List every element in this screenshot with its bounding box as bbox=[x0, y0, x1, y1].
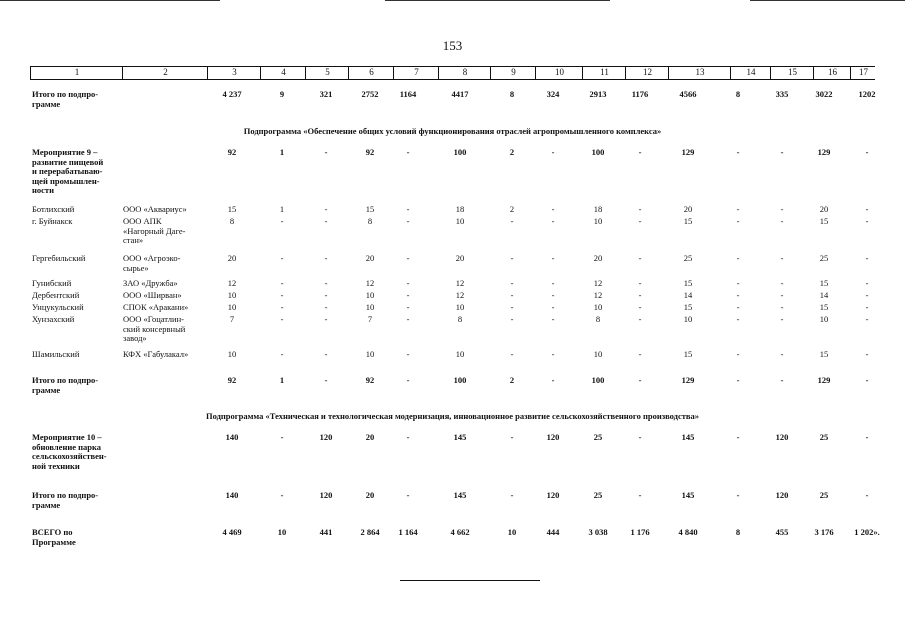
row-value-col-9: 2 bbox=[509, 204, 515, 214]
row-label: Мероприятие 9 – развитие пищевой и перерабатываю- щей промышлен- ности bbox=[32, 147, 104, 195]
row-value-col-14: - bbox=[736, 375, 740, 385]
row-value-col-16: 25 bbox=[819, 432, 829, 442]
row-organization: СПОК «Аракани» bbox=[123, 302, 189, 312]
row-value-col-10: 444 bbox=[546, 527, 560, 537]
row-value-col-9: - bbox=[510, 216, 514, 226]
header-col-16: 16 bbox=[813, 66, 851, 79]
row-value-col-9: 10 bbox=[507, 527, 517, 537]
row-value-col-10: 324 bbox=[546, 89, 560, 99]
header-col-8: 8 bbox=[438, 66, 491, 79]
row-value-col-6: 15 bbox=[365, 204, 375, 214]
row-value-col-15: - bbox=[780, 349, 784, 359]
row-value-col-13: 15 bbox=[683, 349, 693, 359]
row-value-col-4: - bbox=[280, 302, 284, 312]
row-value-col-17: - bbox=[865, 204, 869, 214]
row-value-col-10: - bbox=[551, 349, 555, 359]
row-value-col-5: 120 bbox=[319, 490, 333, 500]
row-value-col-15: 120 bbox=[775, 432, 789, 442]
row-value-col-17: - bbox=[865, 302, 869, 312]
top-rule-left bbox=[0, 0, 220, 1]
row-value-col-15: - bbox=[780, 147, 784, 157]
row-value-col-14: - bbox=[736, 147, 740, 157]
header-bottom-rule bbox=[30, 79, 875, 80]
row-value-col-9: - bbox=[510, 278, 514, 288]
row-value-col-10: 120 bbox=[546, 490, 560, 500]
row-value-col-8: 12 bbox=[455, 278, 465, 288]
row-value-col-11: 25 bbox=[593, 432, 603, 442]
row-value-col-6: 10 bbox=[365, 349, 375, 359]
row-value-col-17: - bbox=[865, 375, 869, 385]
row-value-col-4: - bbox=[280, 290, 284, 300]
row-value-col-7: - bbox=[406, 314, 410, 324]
row-value-col-14: - bbox=[736, 314, 740, 324]
row-value-col-10: 120 bbox=[546, 432, 560, 442]
row-label: ВСЕГО по Программе bbox=[32, 527, 76, 547]
row-value-col-11: 18 bbox=[593, 204, 603, 214]
row-value-col-11: 8 bbox=[595, 314, 601, 324]
row-value-col-13: 4 840 bbox=[678, 527, 698, 537]
row-value-col-9: - bbox=[510, 432, 514, 442]
row-value-col-4: - bbox=[280, 490, 284, 500]
row-organization: КФХ «Габулакал» bbox=[123, 349, 189, 359]
row-value-col-12: - bbox=[638, 147, 642, 157]
row-value-col-7: - bbox=[406, 290, 410, 300]
row-value-col-6: 10 bbox=[365, 290, 375, 300]
row-value-col-8: 145 bbox=[453, 490, 467, 500]
row-value-col-14: - bbox=[736, 290, 740, 300]
row-value-col-8: 100 bbox=[453, 147, 467, 157]
top-rule-mid bbox=[385, 0, 610, 1]
row-organization: ООО АПК «Нагорный Даге- стан» bbox=[123, 216, 186, 245]
row-value-col-7: - bbox=[406, 204, 410, 214]
row-value-col-5: - bbox=[324, 216, 328, 226]
row-value-col-6: 8 bbox=[367, 216, 373, 226]
row-value-col-7: - bbox=[406, 349, 410, 359]
header-col-10: 10 bbox=[535, 66, 583, 79]
row-value-col-9: - bbox=[510, 349, 514, 359]
row-value-col-14: - bbox=[736, 216, 740, 226]
page-number: 153 bbox=[442, 38, 463, 53]
row-value-col-9: 8 bbox=[509, 89, 515, 99]
row-value-col-9: 2 bbox=[509, 147, 515, 157]
row-value-col-16: 129 bbox=[817, 147, 831, 157]
row-value-col-10: - bbox=[551, 204, 555, 214]
row-value-col-6: 2 864 bbox=[360, 527, 380, 537]
row-value-col-16: 25 bbox=[819, 253, 829, 263]
row-value-col-6: 20 bbox=[365, 253, 375, 263]
row-value-col-4: 1 bbox=[279, 375, 285, 385]
row-value-col-5: 441 bbox=[319, 527, 333, 537]
row-value-col-17: - bbox=[865, 216, 869, 226]
row-value-col-11: 10 bbox=[593, 349, 603, 359]
row-value-col-14: 8 bbox=[735, 89, 741, 99]
row-value-col-13: 4566 bbox=[679, 89, 697, 99]
row-value-col-17: - bbox=[865, 349, 869, 359]
row-value-col-7: - bbox=[406, 490, 410, 500]
row-label: Мероприятие 10 – обновление парка сельскохозяйствен- ной техники bbox=[32, 432, 107, 471]
row-value-col-3: 92 bbox=[227, 147, 237, 157]
row-value-col-13: 25 bbox=[683, 253, 693, 263]
row-value-col-5: - bbox=[324, 147, 328, 157]
row-value-col-3: 140 bbox=[225, 432, 239, 442]
row-value-col-17: - bbox=[865, 253, 869, 263]
row-value-col-15: - bbox=[780, 204, 784, 214]
row-value-col-12: - bbox=[638, 290, 642, 300]
row-value-col-16: 15 bbox=[819, 216, 829, 226]
row-label: Дербентский bbox=[32, 290, 80, 300]
row-organization: ООО «Ширван» bbox=[123, 290, 182, 300]
row-value-col-8: 4 662 bbox=[450, 527, 470, 537]
row-value-col-5: 321 bbox=[319, 89, 333, 99]
row-value-col-8: 12 bbox=[455, 290, 465, 300]
row-value-col-9: - bbox=[510, 253, 514, 263]
row-value-col-7: - bbox=[406, 302, 410, 312]
row-value-col-15: 120 bbox=[775, 490, 789, 500]
row-value-col-13: 145 bbox=[681, 432, 695, 442]
row-value-col-10: - bbox=[551, 290, 555, 300]
row-value-col-12: - bbox=[638, 278, 642, 288]
row-value-col-12: - bbox=[638, 432, 642, 442]
row-value-col-12: 1 176 bbox=[630, 527, 650, 537]
row-value-col-11: 10 bbox=[593, 216, 603, 226]
row-label: Итого по подпро- грамме bbox=[32, 89, 99, 109]
row-value-col-6: 7 bbox=[367, 314, 373, 324]
row-value-col-11: 100 bbox=[591, 375, 605, 385]
section-title-tech-modernization: Подпрограмма «Техническая и технологическая модернизация, инновационное развитие сельскохозяйственного производства» bbox=[205, 411, 700, 421]
row-value-col-6: 20 bbox=[365, 432, 375, 442]
row-value-col-7: - bbox=[406, 147, 410, 157]
row-value-col-17: - bbox=[865, 147, 869, 157]
row-value-col-10: - bbox=[551, 278, 555, 288]
row-value-col-15: - bbox=[780, 302, 784, 312]
row-value-col-3: 10 bbox=[227, 349, 237, 359]
row-value-col-4: 9 bbox=[279, 89, 285, 99]
row-value-col-8: 10 bbox=[455, 349, 465, 359]
row-value-col-15: - bbox=[780, 253, 784, 263]
row-value-col-17: 1202 bbox=[858, 89, 876, 99]
header-col-15: 15 bbox=[770, 66, 814, 79]
row-value-col-4: - bbox=[280, 216, 284, 226]
row-value-col-6: 20 bbox=[365, 490, 375, 500]
header-col-12: 12 bbox=[625, 66, 669, 79]
row-value-col-3: 140 bbox=[225, 490, 239, 500]
row-value-col-3: 20 bbox=[227, 253, 237, 263]
row-value-col-8: 10 bbox=[455, 302, 465, 312]
row-value-col-3: 10 bbox=[227, 302, 237, 312]
row-value-col-9: - bbox=[510, 314, 514, 324]
row-value-col-11: 10 bbox=[593, 302, 603, 312]
row-value-col-3: 7 bbox=[229, 314, 235, 324]
row-value-col-15: - bbox=[780, 375, 784, 385]
row-value-col-5: - bbox=[324, 278, 328, 288]
row-value-col-11: 3 038 bbox=[588, 527, 608, 537]
row-value-col-7: - bbox=[406, 253, 410, 263]
row-value-col-4: - bbox=[280, 278, 284, 288]
row-value-col-5: 120 bbox=[319, 432, 333, 442]
row-value-col-3: 12 bbox=[227, 278, 237, 288]
row-value-col-13: 20 bbox=[683, 204, 693, 214]
row-value-col-13: 129 bbox=[681, 147, 695, 157]
row-value-col-13: 129 bbox=[681, 375, 695, 385]
row-value-col-14: - bbox=[736, 349, 740, 359]
row-value-col-12: 1176 bbox=[631, 89, 649, 99]
row-value-col-15: - bbox=[780, 216, 784, 226]
row-value-col-17: 1 202». bbox=[854, 527, 880, 537]
row-value-col-11: 25 bbox=[593, 490, 603, 500]
row-value-col-9: - bbox=[510, 290, 514, 300]
row-value-col-12: - bbox=[638, 314, 642, 324]
row-value-col-4: 1 bbox=[279, 204, 285, 214]
row-value-col-16: 10 bbox=[819, 314, 829, 324]
row-value-col-12: - bbox=[638, 375, 642, 385]
row-value-col-8: 145 bbox=[453, 432, 467, 442]
row-value-col-4: - bbox=[280, 432, 284, 442]
row-value-col-4: 10 bbox=[277, 527, 287, 537]
row-value-col-4: - bbox=[280, 253, 284, 263]
header-col-3: 3 bbox=[207, 66, 261, 79]
row-value-col-7: - bbox=[406, 375, 410, 385]
top-rule-right bbox=[750, 0, 905, 1]
row-value-col-15: - bbox=[780, 314, 784, 324]
row-label: Шамильский bbox=[32, 349, 80, 359]
row-value-col-16: 14 bbox=[819, 290, 829, 300]
row-value-col-16: 20 bbox=[819, 204, 829, 214]
row-value-col-9: 2 bbox=[509, 375, 515, 385]
row-value-col-17: - bbox=[865, 314, 869, 324]
row-value-col-5: - bbox=[324, 253, 328, 263]
row-value-col-16: 15 bbox=[819, 349, 829, 359]
row-label: Итого по подпро- грамме bbox=[32, 490, 99, 510]
row-value-col-13: 15 bbox=[683, 302, 693, 312]
row-value-col-10: - bbox=[551, 314, 555, 324]
header-col-17: 17 bbox=[850, 66, 876, 79]
row-value-col-12: - bbox=[638, 253, 642, 263]
row-value-col-4: - bbox=[280, 314, 284, 324]
row-value-col-5: - bbox=[324, 375, 328, 385]
row-value-col-11: 12 bbox=[593, 290, 603, 300]
header-col-9: 9 bbox=[490, 66, 536, 79]
row-value-col-4: 1 bbox=[279, 147, 285, 157]
section-title-agro-conditions: Подпрограмма «Обеспечение общих условий функционирования отраслей агропромышленного комплекса» bbox=[243, 126, 662, 136]
row-value-col-10: - bbox=[551, 302, 555, 312]
row-label: Ботлихский bbox=[32, 204, 75, 214]
row-value-col-12: - bbox=[638, 349, 642, 359]
row-value-col-4: - bbox=[280, 349, 284, 359]
row-value-col-6: 2752 bbox=[361, 89, 379, 99]
row-value-col-16: 3 176 bbox=[814, 527, 834, 537]
row-value-col-10: - bbox=[551, 253, 555, 263]
row-value-col-13: 145 bbox=[681, 490, 695, 500]
row-value-col-5: - bbox=[324, 302, 328, 312]
row-label: г. Буйнакск bbox=[32, 216, 73, 226]
row-label: Унцукульский bbox=[32, 302, 84, 312]
header-col-11: 11 bbox=[582, 66, 626, 79]
row-value-col-7: 1164 bbox=[399, 89, 417, 99]
row-value-col-3: 92 bbox=[227, 375, 237, 385]
row-value-col-10: - bbox=[551, 216, 555, 226]
row-value-col-16: 15 bbox=[819, 278, 829, 288]
row-value-col-3: 8 bbox=[229, 216, 235, 226]
row-value-col-10: - bbox=[551, 375, 555, 385]
header-col-5: 5 bbox=[305, 66, 349, 79]
row-value-col-13: 14 bbox=[683, 290, 693, 300]
row-value-col-16: 3022 bbox=[815, 89, 833, 99]
row-value-col-16: 25 bbox=[819, 490, 829, 500]
row-value-col-11: 12 bbox=[593, 278, 603, 288]
row-value-col-17: - bbox=[865, 278, 869, 288]
row-value-col-17: - bbox=[865, 290, 869, 300]
row-value-col-16: 129 bbox=[817, 375, 831, 385]
row-value-col-14: - bbox=[736, 278, 740, 288]
header-col-13: 13 bbox=[668, 66, 731, 79]
header-col-2: 2 bbox=[122, 66, 208, 79]
row-value-col-13: 15 bbox=[683, 278, 693, 288]
row-value-col-3: 15 bbox=[227, 204, 237, 214]
row-value-col-11: 20 bbox=[593, 253, 603, 263]
row-value-col-12: - bbox=[638, 204, 642, 214]
row-value-col-15: 335 bbox=[775, 89, 789, 99]
row-value-col-11: 100 bbox=[591, 147, 605, 157]
header-col-1: 1 bbox=[30, 66, 123, 79]
row-value-col-14: - bbox=[736, 432, 740, 442]
row-value-col-7: - bbox=[406, 432, 410, 442]
row-value-col-8: 8 bbox=[457, 314, 463, 324]
row-value-col-5: - bbox=[324, 349, 328, 359]
row-value-col-14: - bbox=[736, 253, 740, 263]
row-organization: ООО «Гоцатлин- ский консервный завод» bbox=[123, 314, 186, 343]
row-value-col-3: 10 bbox=[227, 290, 237, 300]
row-value-col-13: 15 bbox=[683, 216, 693, 226]
header-col-14: 14 bbox=[730, 66, 771, 79]
row-value-col-11: 2913 bbox=[589, 89, 607, 99]
row-label: Гергебильский bbox=[32, 253, 86, 263]
row-value-col-6: 92 bbox=[365, 147, 375, 157]
row-value-col-3: 4 237 bbox=[222, 89, 242, 99]
row-label: Хунзахский bbox=[32, 314, 75, 324]
row-value-col-9: - bbox=[510, 302, 514, 312]
row-value-col-17: - bbox=[865, 490, 869, 500]
row-value-col-5: - bbox=[324, 290, 328, 300]
row-value-col-8: 4417 bbox=[451, 89, 469, 99]
row-value-col-6: 92 bbox=[365, 375, 375, 385]
row-value-col-6: 10 bbox=[365, 302, 375, 312]
row-value-col-6: 12 bbox=[365, 278, 375, 288]
row-value-col-8: 20 bbox=[455, 253, 465, 263]
row-label: Гунибский bbox=[32, 278, 72, 288]
row-value-col-15: - bbox=[780, 278, 784, 288]
row-value-col-12: - bbox=[638, 490, 642, 500]
header-col-6: 6 bbox=[348, 66, 394, 79]
row-value-col-15: - bbox=[780, 290, 784, 300]
row-value-col-3: 4 469 bbox=[222, 527, 242, 537]
row-value-col-14: - bbox=[736, 302, 740, 312]
row-value-col-14: - bbox=[736, 204, 740, 214]
row-value-col-7: - bbox=[406, 216, 410, 226]
row-value-col-8: 100 bbox=[453, 375, 467, 385]
row-value-col-14: 8 bbox=[735, 527, 741, 537]
row-label: Итого по подпро- грамме bbox=[32, 375, 99, 395]
row-value-col-13: 10 bbox=[683, 314, 693, 324]
header-col-7: 7 bbox=[393, 66, 439, 79]
row-value-col-9: - bbox=[510, 490, 514, 500]
row-organization: ЗАО «Дружба» bbox=[123, 278, 178, 288]
row-value-col-16: 15 bbox=[819, 302, 829, 312]
row-value-col-15: 455 bbox=[775, 527, 789, 537]
footer-rule bbox=[400, 580, 540, 581]
row-value-col-5: - bbox=[324, 204, 328, 214]
row-value-col-8: 10 bbox=[455, 216, 465, 226]
row-value-col-5: - bbox=[324, 314, 328, 324]
row-value-col-7: - bbox=[406, 278, 410, 288]
row-organization: ООО «Аквариус» bbox=[123, 204, 187, 214]
row-value-col-12: - bbox=[638, 302, 642, 312]
header-col-4: 4 bbox=[260, 66, 306, 79]
row-value-col-7: 1 164 bbox=[398, 527, 418, 537]
row-organization: ООО «Агроэко- сырье» bbox=[123, 253, 181, 273]
row-value-col-12: - bbox=[638, 216, 642, 226]
row-value-col-8: 18 bbox=[455, 204, 465, 214]
row-value-col-10: - bbox=[551, 147, 555, 157]
row-value-col-14: - bbox=[736, 490, 740, 500]
row-value-col-17: - bbox=[865, 432, 869, 442]
